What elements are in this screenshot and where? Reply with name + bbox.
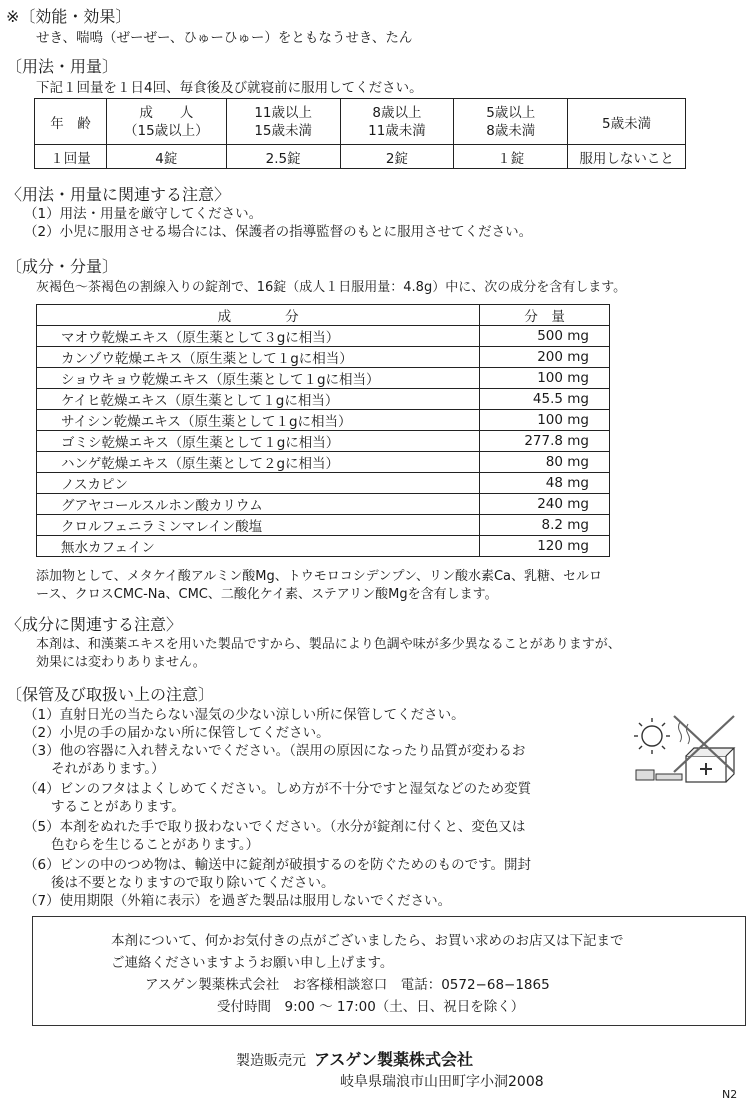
ingredient-notes-text: 本剤は、和漢薬エキスを用いた製品ですから、製品により色調や味が多少異なることがありますが、 [36, 637, 621, 652]
additives-text: ース、クロスCMC-Na、CMC、二酸化ケイ素、ステアリン酸Mgを含有します。 [36, 587, 498, 602]
ingredients-header-row [37, 305, 610, 326]
ingredient-name: ハンゲ乾燥エキス（原生薬として２gに相当） [37, 452, 480, 473]
sun-icon [634, 718, 670, 754]
page-code: N2 [722, 1088, 738, 1101]
ingredient-name: ノスカピン [37, 473, 480, 494]
dosage-heading: 〔用法・用量〕 [6, 57, 119, 76]
table-row [37, 368, 610, 389]
additives-text: 添加物として、メタケイ酸アルミン酸Mg、トウモロコシデンプン、リン酸水素Ca、乳糖、セルロ [36, 569, 603, 584]
storage-line: （1）直射日光の当たらない湿気の少ない涼しい所に保管してください。 [24, 707, 465, 723]
storage-line: （3）他の容器に入れ替えないでください。（誤用の原因になったり品質が変わるお [24, 743, 526, 759]
manufacturer-name: アスゲン製薬株式会社 [314, 1050, 474, 1069]
manufacturer-address: 岐阜県瑞浪市山田町字小洞2008 [340, 1074, 544, 1090]
storage-line: （4）ビンのフタはよくしめてください。しめ方が不十分ですと湿気などのため変質 [24, 781, 532, 797]
ingredient-amount: 277.8 mg [480, 431, 610, 452]
age-cell: 11歳以上 15歳未満 [226, 99, 340, 145]
age-cell: 5歳未満 [568, 99, 686, 145]
storage-line: それがあります。） [24, 761, 165, 777]
table-row [37, 326, 610, 347]
ingredients-intro: 灰褐色〜茶褐色の割線入りの錠剤で、16錠（成人１日服用量：4.8g）中に、次の成分を含有します。 [36, 280, 627, 295]
table-row [37, 410, 610, 431]
dosage-dose-row [35, 145, 686, 169]
contact-line: ご連絡くださいますようお願い申し上げます。 [111, 955, 394, 971]
table-row [37, 347, 610, 368]
manufacturer-label: 製造販売元 [236, 1053, 306, 1069]
ingredient-name: サイシン乾燥エキス（原生薬として１gに相当） [37, 410, 480, 431]
storage-line: （2）小児の手の届かない所に保管してください。 [24, 725, 330, 741]
ingredient-name: クロルフェニラミンマレイン酸塩 [37, 515, 480, 536]
contact-box [32, 916, 746, 1026]
dose-cell: 2.5錠 [226, 145, 340, 169]
dose-cell: 服用しないこと [568, 145, 686, 169]
storage-line: （5）本剤をぬれた手で取り扱わないでください。（水分が錠剤に付くと、変色又は [24, 819, 526, 835]
storage-warning-illustration [630, 712, 736, 786]
efficacy-heading: ※〔効能・効果〕 [6, 7, 132, 26]
ingredient-amount-header: 分 量 [480, 305, 610, 326]
storage-line: 色むらを生じることがあります。） [24, 837, 260, 853]
dosage-note-item: （2）小児に服用させる場合には、保護者の指導監督のもとに服用させてください。 [24, 224, 533, 240]
ingredient-name: グアヤコールスルホン酸カリウム [37, 494, 480, 515]
age-cell: 5歳以上 8歳未満 [454, 99, 568, 145]
dose-cell: １錠 [454, 145, 568, 169]
efficacy-text: せき、喘鳴（ぜーぜー、ひゅーひゅー）をともなうせき、たん [36, 30, 413, 46]
storage-line: （7）使用期限（外箱に表示）を過ぎた製品は服用しないでください。 [24, 893, 452, 909]
table-row [37, 494, 610, 515]
ingredient-amount: 8.2 mg [480, 515, 610, 536]
storage-line: （6）ビンの中のつめ物は、輸送中に錠剤が破損するのを防ぐためのものです。開封 [24, 857, 532, 873]
ingredient-amount: 45.5 mg [480, 389, 610, 410]
ingredient-notes-heading: 〈成分に関連する注意〉 [6, 615, 183, 634]
ingredient-amount: 100 mg [480, 410, 610, 431]
dosage-note-item: （1）用法・用量を厳守してください。 [24, 206, 263, 222]
ingredient-amount: 200 mg [480, 347, 610, 368]
age-header-cell: 年 齢 [35, 99, 107, 145]
ingredient-amount: 100 mg [480, 368, 610, 389]
ingredient-notes-text: 効果には変わりありません。 [36, 655, 206, 670]
age-cell: 成 人 （15歳以上） [106, 99, 226, 145]
contact-line: 本剤について、何かお気付きの点がございましたら、お買い求めのお店又は下記まで [111, 933, 624, 949]
ingredient-name: カンゾウ乾燥エキス（原生薬として１gに相当） [37, 347, 480, 368]
dosage-table [34, 98, 686, 169]
contact-hours: 受付時間 9:00 〜 17:00（土、日、祝日を除く） [217, 999, 525, 1015]
ingredients-table [36, 304, 610, 557]
ingredient-name: ゴミシ乾燥エキス（原生薬として１gに相当） [37, 431, 480, 452]
table-row [37, 431, 610, 452]
table-row [37, 515, 610, 536]
dose-cell: 4錠 [106, 145, 226, 169]
ingredient-name: ショウキョウ乾燥エキス（原生薬として１gに相当） [37, 368, 480, 389]
storage-line: することがあります。 [24, 799, 185, 815]
ingredient-amount: 240 mg [480, 494, 610, 515]
age-cell: 8歳以上 11歳未満 [340, 99, 454, 145]
ingredient-amount: 500 mg [480, 326, 610, 347]
ingredients-heading: 〔成分・分量〕 [6, 257, 119, 276]
dose-header-cell: １回量 [35, 145, 107, 169]
table-row [37, 452, 610, 473]
storage-line: 後は不要となりますので取り除いてください。 [24, 875, 335, 891]
table-row [37, 536, 610, 557]
manufacturer-line [236, 1047, 473, 1070]
ingredient-name: 無水カフェイン [37, 536, 480, 557]
table-row [37, 473, 610, 494]
ingredient-amount: 80 mg [480, 452, 610, 473]
dose-cell: 2錠 [340, 145, 454, 169]
dosage-notes-heading: 〈用法・用量に関連する注意〉 [6, 185, 231, 204]
ingredient-name-header: 成 分 [37, 305, 480, 326]
ingredient-amount: 120 mg [480, 536, 610, 557]
table-row [37, 389, 610, 410]
ingredient-name: マオウ乾燥エキス（原生薬として３gに相当） [37, 326, 480, 347]
contact-phone: アスゲン製薬株式会社 お客様相談窓口 電話：0572−68−1865 [145, 977, 550, 993]
dosage-age-row [35, 99, 686, 145]
ingredient-amount: 48 mg [480, 473, 610, 494]
storage-heading: 〔保管及び取扱い上の注意〕 [6, 685, 215, 704]
dosage-intro: 下記１回量を１日4回、毎食後及び就寝前に服用してください。 [36, 80, 423, 96]
ingredient-name: ケイヒ乾燥エキス（原生薬として１gに相当） [37, 389, 480, 410]
